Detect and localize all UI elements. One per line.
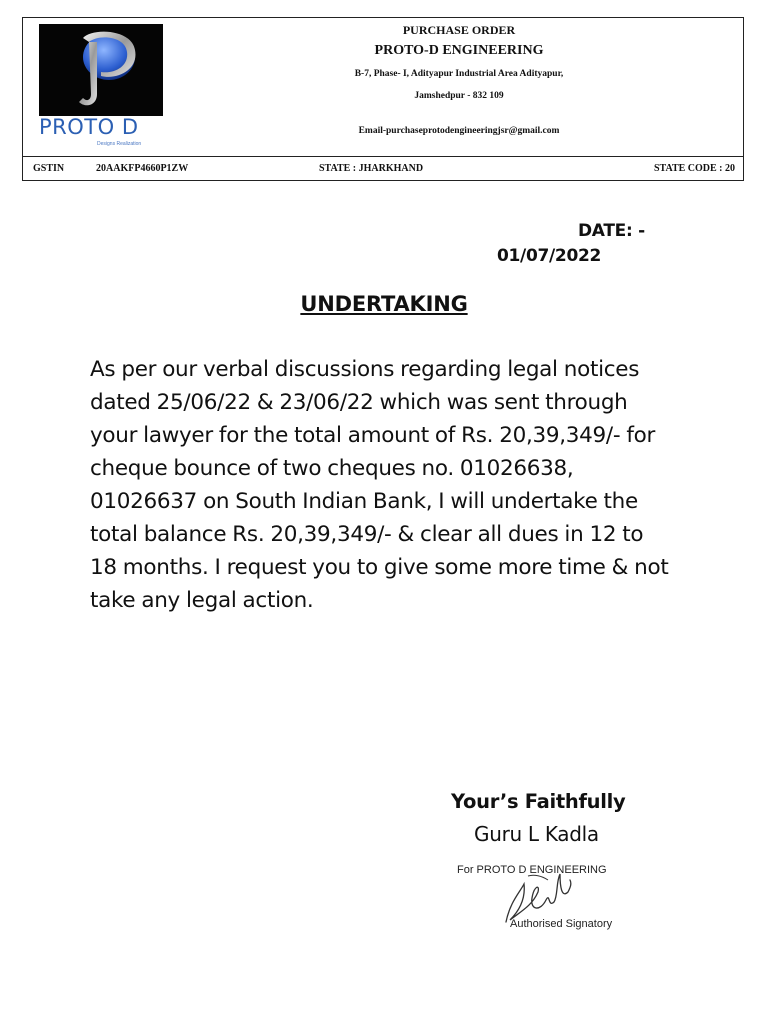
state-label: STATE : JHARKHAND [319,163,424,174]
company-logo [39,24,163,152]
logo-wordmark: PROTO D [39,115,139,139]
gstin-label: GSTIN [33,163,65,174]
state-code: STATE CODE : 20 [653,163,735,174]
document-type: PURCHASE ORDER [402,23,516,37]
letterhead [22,17,744,181]
date-value: 01/07/2022 [497,246,602,266]
proto-d-p-logo-icon [39,24,163,116]
logo-background [39,24,163,116]
address-line-2: Jamshedpur - 832 109 [414,91,504,101]
tax-info-row [23,156,743,180]
gstin-value: 20AAKFP4660P1ZW [96,163,189,174]
document-heading: UNDERTAKING [300,292,468,316]
logo-tagline: Designs Realization [97,141,142,147]
company-name: PROTO-D ENGINEERING [374,43,544,58]
date-label: DATE: - [578,221,645,241]
signer-name: Guru L Kadla [474,822,599,846]
company-email: Email-purchaseprotodengineeringjsr@gmail.com [358,126,560,136]
authorised-signatory-label: Authorised Signatory [510,918,613,930]
address-line-1: B-7, Phase- I, Adityapur Industrial Area Adityapur, [354,69,564,79]
stamp-company-line: For PROTO D ENGINEERING [457,864,607,876]
undertaking-body: As per our verbal discussions regarding legal notices dated 25/06/22 & 23/06/22 which was sent through your lawyer for the total amount of Rs. 20,39,349/- for cheque bounce of two cheques no. 01026638, 01026637 on South Indian Bank, I will undertake the total balance Rs. 20,39,349/- & clear all dues in 12 to 18 months. I request you to give some more time & not take any legal action. [90,357,669,613]
closing-salutation: Your’s Faithfully [451,790,626,813]
letterhead-header [23,18,743,157]
